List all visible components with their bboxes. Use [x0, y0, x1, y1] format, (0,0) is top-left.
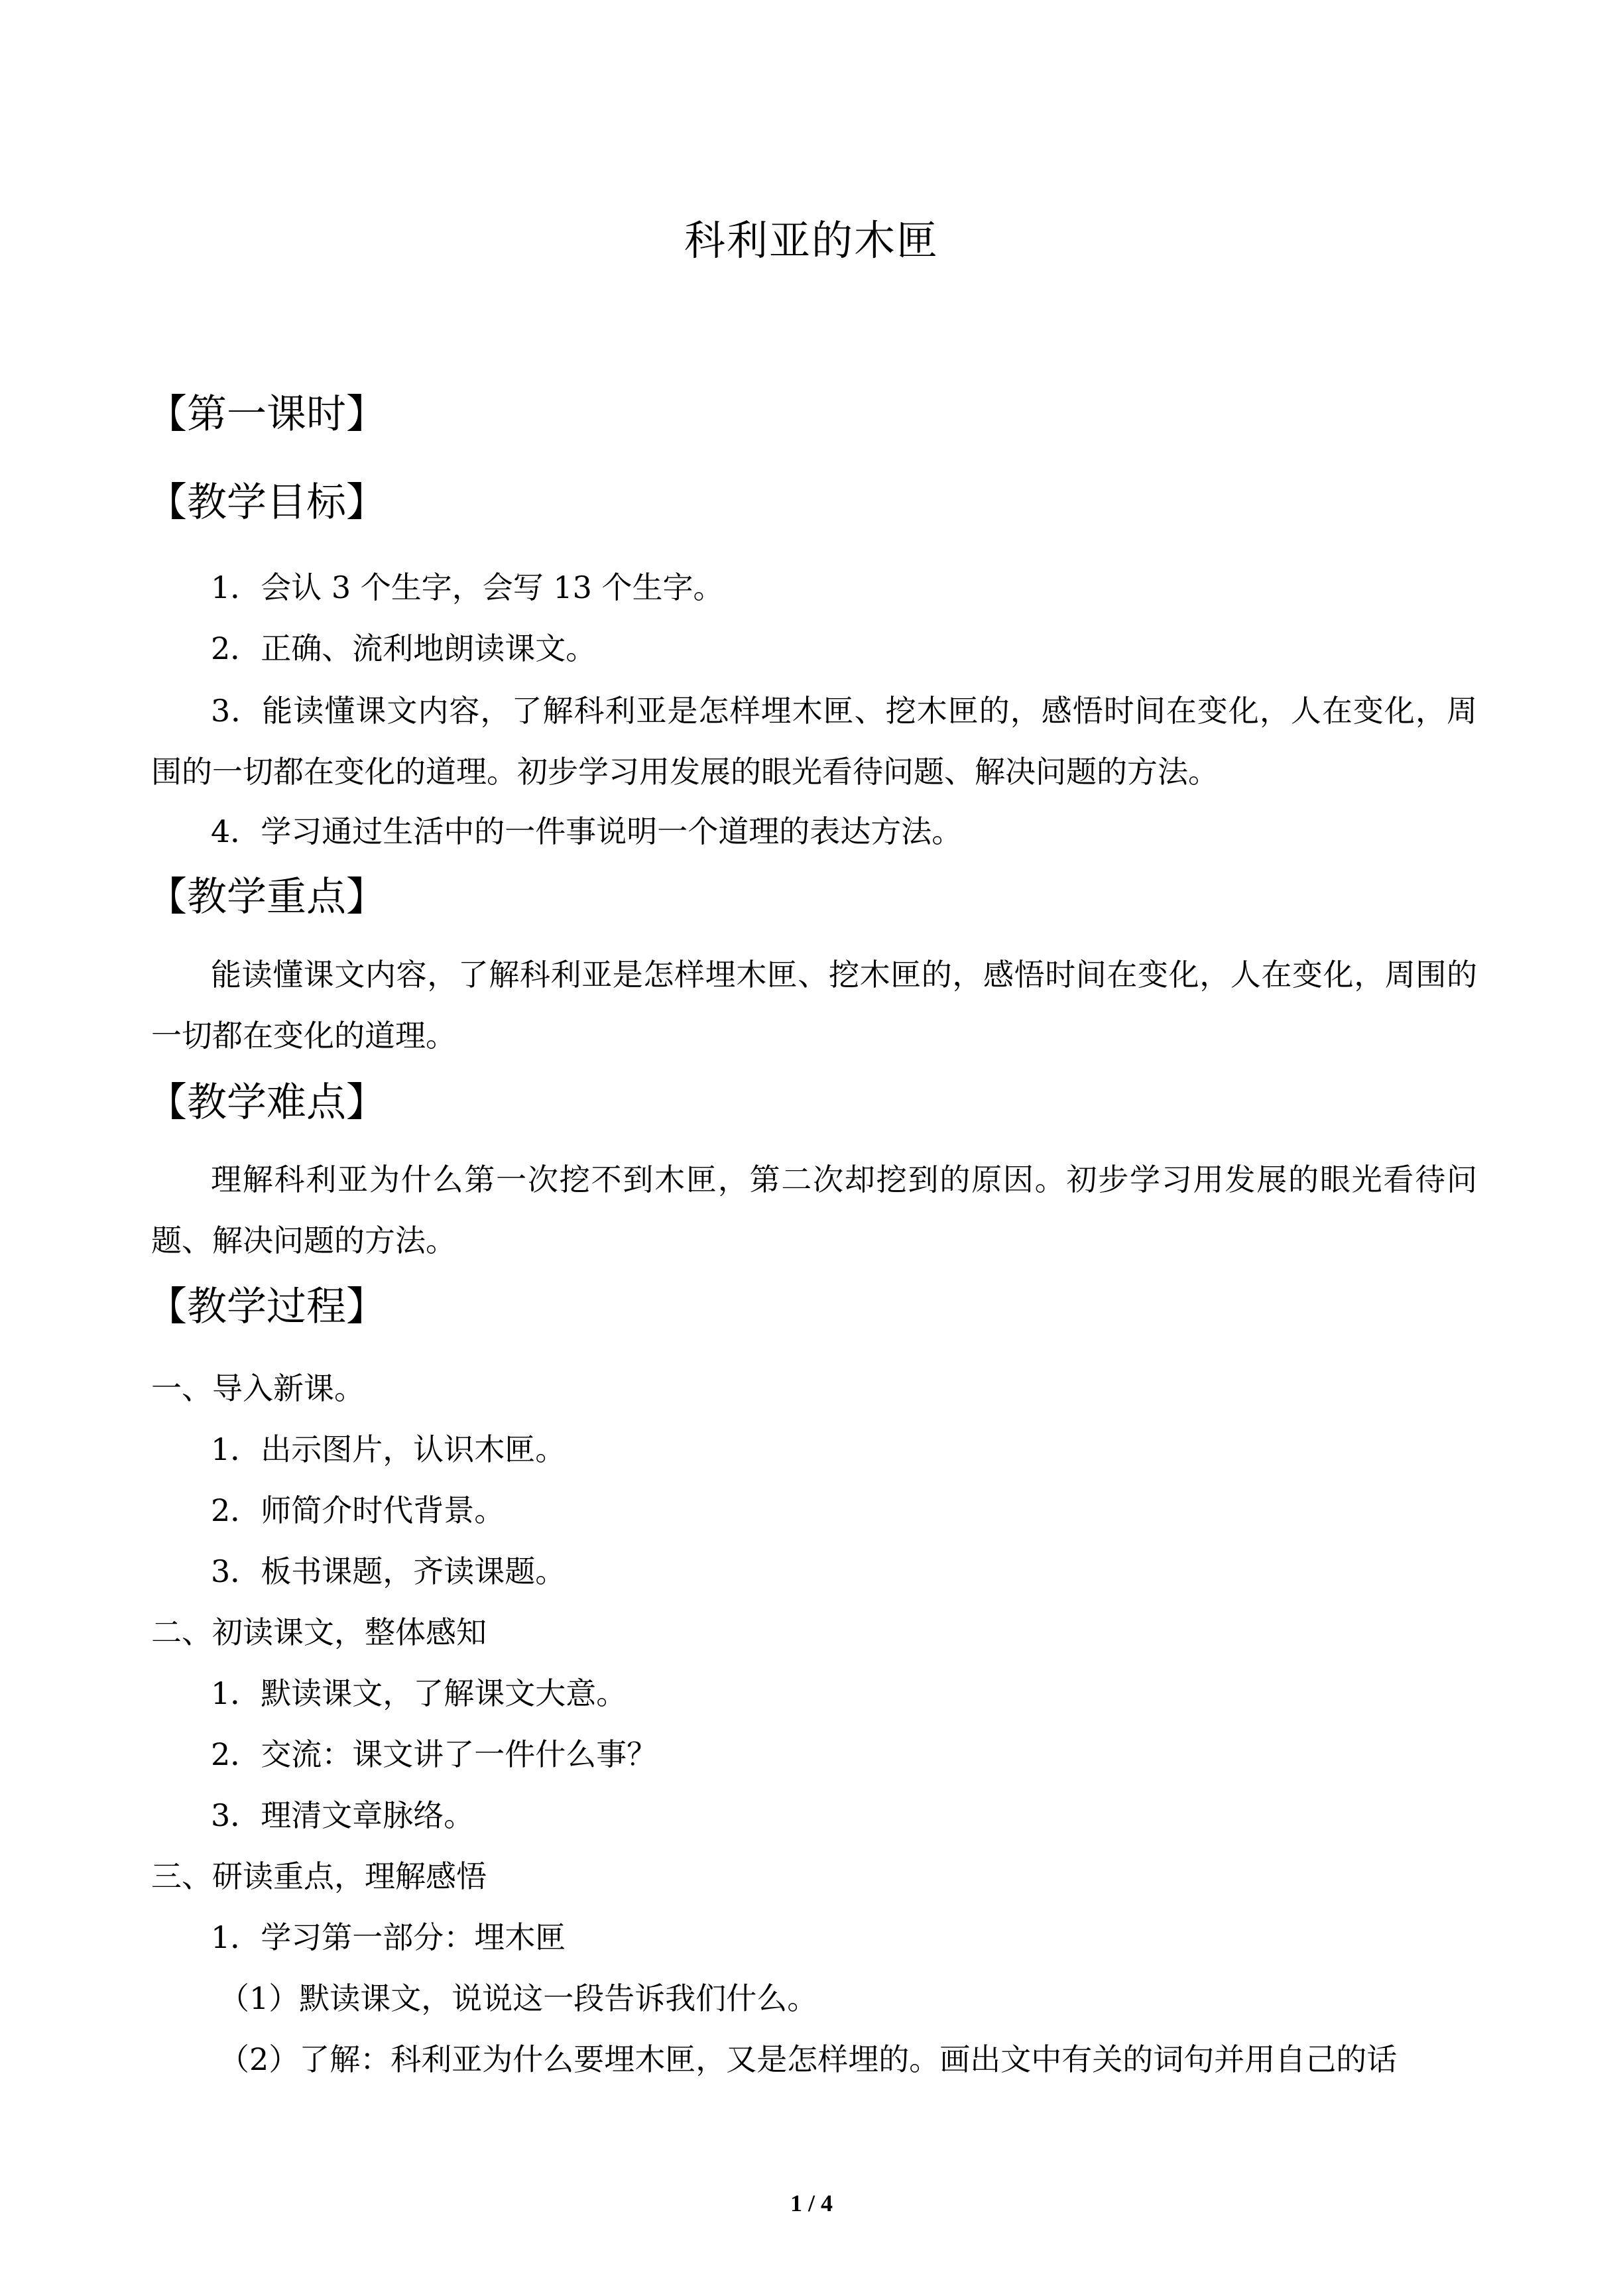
page-number: 1 / 4 [790, 2190, 833, 2216]
section-heading: 二、初读课文，整体感知 [151, 1614, 487, 1650]
goal-item: 3．能读懂课文内容，了解科利亚是怎样埋木匣、挖木匣的，感悟时间在变化，人在变化，周围的一切都在变化的道理。初步学习用发展的眼光看待问题、解决问题的方法。 [151, 693, 1477, 790]
sub-item: （2）了解：科利亚为什么要埋木匣，又是怎样埋的。画出文中有关的词句并用自己的话 [219, 2041, 1398, 2077]
list-item: 1．默读课文，了解课文大意。 [211, 1675, 627, 1711]
heading-period: 【第一课时】 [147, 391, 386, 438]
section-heading: 三、研读重点，理解感悟 [151, 1858, 487, 1894]
list-item: 1．出示图片，认识木匣。 [211, 1431, 566, 1467]
difficulties-text: 理解科利亚为什么第一次挖不到木匣，第二次却挖到的原因。初步学习用发展的眼光看待问题、解决问题的方法。 [151, 1162, 1477, 1258]
heading-goals: 【教学目标】 [147, 479, 386, 526]
list-item: 1．学习第一部分：埋木匣 [211, 1919, 566, 1955]
heading-key-points: 【教学重点】 [147, 874, 386, 920]
goal-item: 4．学习通过生活中的一件事说明一个道理的表达方法。 [211, 814, 963, 849]
heading-process: 【教学过程】 [147, 1284, 386, 1330]
list-item: 2．交流：课文讲了一件什么事？ [211, 1736, 658, 1772]
list-item: 3．理清文章脉络。 [211, 1797, 475, 1833]
list-item: 3．板书课题，齐读课题。 [211, 1553, 566, 1589]
list-item: 2．师简介时代背景。 [211, 1492, 505, 1528]
key-points-text: 能读懂课文内容，了解科利亚是怎样埋木匣、挖木匣的，感悟时间在变化，人在变化，周围的一切都在变化的道理。 [151, 957, 1477, 1054]
section-heading: 一、导入新课。 [151, 1370, 365, 1406]
goal-item: 1．会认 3 个生字，会写 13 个生字。 [211, 570, 724, 605]
goal-item: 2．正确、流利地朗读课文。 [211, 631, 597, 666]
sub-item: （1）默读课文，说说这一段告诉我们什么。 [219, 1980, 818, 2016]
document-title: 科利亚的木匣 [684, 216, 939, 265]
heading-difficulties: 【教学难点】 [147, 1079, 386, 1126]
